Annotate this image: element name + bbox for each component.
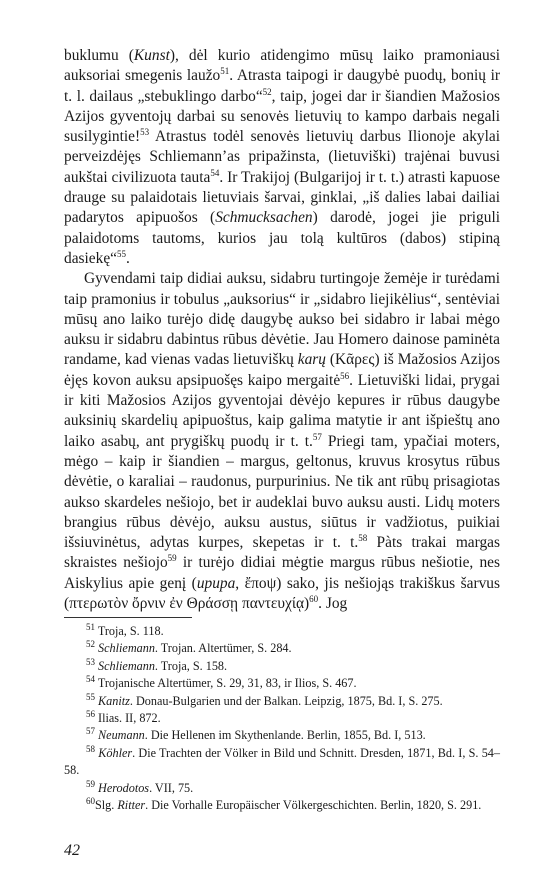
footnote-58: $^{58}$ Köhler. Die Trachten der Völker in Bild und Schnitt. Dresden, 1871, Bd. I, S. 54–58. — [64, 743, 500, 778]
footnote-51: $^{51}$ Troja, S. 118. — [86, 621, 164, 638]
paragraph-2: Gyvendami taip didiai auksu, sidabru turtingoje žemėje ir turėdami taip pramonius ir tobulus „auksorius“ ir „sidabro liejikėlius“, sentėviai mūsų ano laiko turėjo didę daugybę aukso bei sidabro ir labai mėgo auksu ir sidabru dabintus rūbus dėvėtie. Jau Homero dainose paminėta randame, kad vienas vadas lietuviškų karų (Κᾶρες) iš Mažosios Azijos ėjęs kovon auksu apsipuošęs kaipo mergaitė$^{56}$. Lietuviški lidai, prygai ir kiti Mažosios Azijos gyventojai dėvėjo kepures ir rūbus daugybe auksinių skardelių apipuoštus, kaip galima matytie ir ant išpieštų ano laiko asabų, ant prygiškų puodų ir t. t.$^{57}$ Priegi tam, ypačiai moters, mėgo – kaip ir šiandien – margus, geltonus, kruvus krosytus rūbus dėvėtie, o karaliai – raudonus, purpurinius. Ne tik ant rūbų prisagiotas aukso skardeles nešiojo, bet ir audeklai buvo auksu austi. Lidų moters brangius rūbus dėvėjo, auksu austus, siūtus ir vadžiotus, puikiai išsiuvinėtus, adytas kurpes, skepetas ir t. t.$^{58}$ Pàts trakai margas skraistes nešiojo$^{59}$ ir turėjo didiai mėgtie margus rūbus nešiotie, nes Aiskylius apie genį (upupa, ἔποψ) sako, jis nešiojąs trakiškus šarvus (πτερωτὸν ὄρνιν ἐν Θράσσῃ παντευχίᾳ)$^{60}$. Jog — [64, 270, 500, 613]
main-text — [64, 46, 500, 614]
footnote-55: $^{55}$ Kanitz. Donau-Bulgarien und der Balkan. Leipzig, 1875, Bd. I, S. 275. — [86, 691, 443, 708]
footnote-59: $^{59}$ Herodotos. VII, 75. — [86, 778, 194, 795]
footnote-54: $^{54}$ Trojanische Altertümer, S. 29, 31, 83, ir Ilios, S. 467. — [86, 674, 357, 691]
footnote-60: $^{60}$Slg. Ritter. Die Vorhalle Europäischer Völkergeschichten. Berlin, 1820, S. 291. — [86, 796, 482, 813]
footnote-57: $^{57}$ Neumann. Die Hellenen im Skythenlande. Berlin, 1855, Bd. I, 513. — [86, 726, 426, 743]
page-number: 42 — [64, 842, 80, 859]
footnote-52: $^{52}$ Schliemann. Trojan. Altertümer, S. 284. — [86, 639, 292, 656]
paragraph-1: buklumu (Kunst), dėl kurio atidengimo mūsų laiko pramoniausi auksoriai smegenis laužo$^{51}$. Atrasta taipogi ir daugybė puodų, bonių ir t. l. dailaus „stebuklingo darbo“$^{52}$, taip, jogei dar ir šiandien Mažosios Azijos gyventojų darbai su senovės lietuvių to kampo darbais negali susilygintie!$^{53}$ Atrastus todėl senovės lietuvių darbus Ilionoje akylai perveizdėjęs Schliemann’as pripažinsta, (lietuviški) trajėnai buvusi aukštai civilizuota tauta$^{54}$. Ir Trakijoj (Bulgarijoj ir t. t.) atrasti kapuose drauge su palaidotais lietuviais šarvai, ginklai, „iš dalies labai dailiai padarytos apipuošos (Schmucksachen) darodė, jogei jie priguli palaidotoms tautoms, kurios jau tolą kultūros (dabos) stipiną dasiekę“$^{55}$. — [64, 47, 501, 267]
footnotes — [64, 623, 500, 814]
footnote-56: $^{56}$ Ilias. II, 872. — [86, 708, 161, 726]
footnote-divider — [64, 617, 192, 618]
footnote-53: $^{53}$ Schliemann. Troja, S. 158. — [86, 656, 228, 673]
